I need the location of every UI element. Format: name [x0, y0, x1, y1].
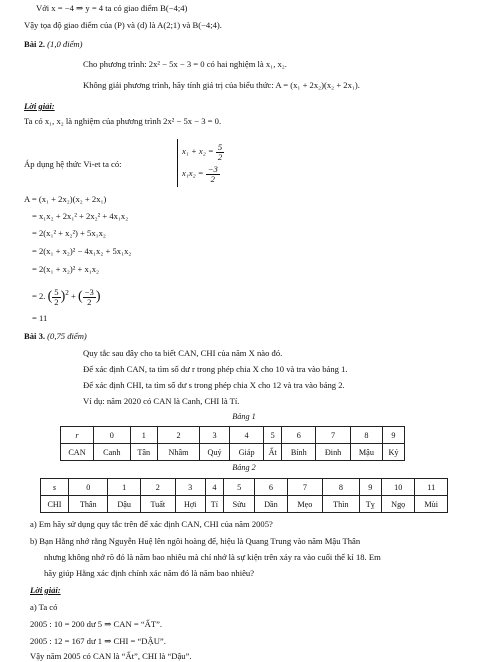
calc-line-2: = x₁x₂ + 2x₁² + 2x₂² + 4x₁x₂	[32, 211, 129, 221]
table1-cell: 4	[230, 427, 264, 444]
bai2-title: Bài 2.	[24, 39, 46, 49]
table-1	[60, 426, 405, 461]
table1-cell: Đinh	[316, 444, 351, 461]
table2-cell: 3	[175, 479, 205, 496]
table2-cell: Thìn	[323, 496, 359, 513]
calc-result: = 11	[32, 313, 48, 323]
table1-cell: Tân	[130, 444, 157, 461]
bai3-para-1: Quy tắc sau đây cho ta biết CAN, CHI của năm X nào đó.	[83, 348, 283, 358]
table1-cell: 8	[350, 427, 382, 444]
table2-cell: 10	[382, 479, 415, 496]
calc-line-6: = 2. ( $\frac{5}{2}$ )$^2$ + ( $\frac{-3}{2}$ )	[32, 287, 101, 307]
bai2-heading	[24, 40, 83, 50]
calc-fraction-2	[83, 288, 96, 306]
table1-cell: 5	[264, 427, 282, 444]
question-b-line-2: nhưng không nhớ rõ đó là năm bao nhiêu mà chỉ nhớ là sự kiện trên xảy ra vào cuối thế kỉ 18. Em	[44, 552, 381, 562]
table2-cell: 1	[108, 479, 140, 496]
bai3-solution-label: Lời giải:	[30, 585, 61, 595]
table2-cell: Thân	[69, 496, 108, 513]
table2-cell: 6	[255, 479, 287, 496]
table1-cell: Canh	[94, 444, 131, 461]
vieta-sum-fraction	[216, 143, 224, 161]
table1-cell: Mậu	[350, 444, 382, 461]
vieta-product-numerator: −3	[207, 164, 218, 174]
table2-cell: 0	[69, 479, 108, 496]
vieta-product-denominator: 2	[210, 173, 215, 184]
question-b-line-1: b) Bạn Hằng nhớ rằng Nguyễn Huệ lên ngôi hoàng đế, hiệu là Quang Trung vào năm Mậu Thân	[30, 536, 361, 546]
table-2	[40, 478, 448, 513]
table2-cell: 4	[205, 479, 223, 496]
table1-caption: Bảng 1	[232, 412, 256, 421]
system-brace	[177, 139, 178, 187]
intro-line-1: Với x = −4 ⇒ y = 4 ta có giao điểm B(−4;4)	[36, 3, 188, 13]
bai3-para-2: Để xác định CAN, ta tìm số dư r trong phép chia X cho 10 và tra vào bảng 1.	[83, 364, 348, 374]
bai2-points: (1,0 điểm)	[47, 39, 83, 49]
answer-a-label: a) Ta có	[30, 602, 58, 612]
table1-cell: Bính	[282, 444, 316, 461]
table2-cell: 7	[287, 479, 322, 496]
bai2-solution-label: Lời giải:	[24, 101, 55, 111]
calc-fraction-2-den: 2	[87, 296, 92, 307]
bai2-line-2: Không giải phương trình, hãy tính giá trị của biểu thức: A = (x₁ + 2x₂)(x₂ + 2x₁).	[83, 80, 360, 90]
answer-chi-calc: 2005 : 12 = 167 dư 1 ⇒ CHI = “DẬU”.	[30, 636, 166, 646]
bai3-heading	[24, 332, 87, 342]
table1-row-can	[61, 444, 405, 461]
table1-cell: CAN	[61, 444, 94, 461]
table2-cell: Sửu	[224, 496, 255, 513]
table1-cell: 0	[94, 427, 131, 444]
calc-fraction-2-num: −3	[84, 287, 94, 297]
table2-cell: 9	[359, 479, 381, 496]
table2-cell: s	[41, 479, 69, 496]
table2-cell: 5	[224, 479, 255, 496]
table2-cell: Mẹo	[287, 496, 322, 513]
calc-line-1: A = (x₁ + 2x₂)(x₂ + 2x₁)	[24, 194, 107, 204]
table1-cell: Nhâm	[158, 444, 200, 461]
table1-cell: Ất	[264, 444, 282, 461]
calc-fraction-1-num: 5	[54, 287, 59, 297]
bai2-solution-line: Ta có x₁, x₂ là nghiệm của phương trình 2x² − 5x − 3 = 0.	[24, 116, 222, 126]
table1-cell: 2	[158, 427, 200, 444]
bai3-para-4: Ví dụ: năm 2020 có CAN là Canh, CHI là Tí.	[83, 396, 240, 406]
table1-cell: 7	[316, 427, 351, 444]
calc-fraction-1-den: 2	[54, 296, 59, 307]
table2-cell: 11	[415, 479, 448, 496]
calc-fraction-1	[52, 288, 60, 306]
answer-conclusion: Vậy năm 2005 có CAN là “Ất”, CHI là “Dậu”.	[30, 651, 192, 661]
table2-cell: Mùi	[415, 496, 448, 513]
table2-cell: 2	[140, 479, 175, 496]
calc-line-3: = 2(x₁² + x₂²) + 5x₁x₂	[32, 228, 106, 238]
table1-cell: r	[61, 427, 94, 444]
vieta-intro: Áp dụng hệ thức Vi-et ta có:	[24, 159, 122, 169]
table1-cell: Giáp	[230, 444, 264, 461]
table1-cell: 3	[200, 427, 230, 444]
intro-line-2: Vậy tọa độ giao điểm của (P) và (d) là A(2;1) và B(−4;4).	[24, 20, 222, 30]
table2-cell: Dậu	[108, 496, 140, 513]
table2-cell: Tuất	[140, 496, 175, 513]
calc-line-5: = 2(x₁ + x₂)² + x₁x₂	[32, 264, 100, 274]
bai3-para-3: Để xác định CHI, ta tìm số dư s trong phép chia X cho 12 và tra vào bảng 2.	[83, 380, 345, 390]
bai3-title: Bài 3.	[24, 331, 46, 341]
table2-cell: Tí	[205, 496, 223, 513]
table2-cell: Dần	[255, 496, 287, 513]
vieta-product-fraction	[206, 165, 220, 183]
vieta-product-lhs: x₁x₂ =	[182, 168, 204, 179]
bai3-points: (0,75 điểm)	[47, 331, 87, 341]
question-b-line-3: hãy giúp Hằng xác định chính xác năm đó là năm bao nhiêu?	[44, 568, 255, 578]
calc-prefix: = 2.	[32, 291, 46, 302]
vieta-sum-numerator: 5	[217, 142, 223, 152]
table1-cell: Kỷ	[382, 444, 404, 461]
vieta-sum-lhs: x₁ + x₂ =	[182, 146, 214, 157]
table2-cell: 8	[323, 479, 359, 496]
bai2-line-1: Cho phương trình: 2x² − 5x − 3 = 0 có hai nghiệm là x₁, x₂.	[83, 59, 287, 69]
answer-can-calc: 2005 : 10 = 200 dư 5 ⇒ CAN = “ẤT”.	[30, 619, 163, 629]
table2-row-chi	[41, 496, 448, 513]
vieta-sum	[182, 143, 224, 161]
table2-cell: CHI	[41, 496, 69, 513]
vieta-sum-denominator: 2	[217, 151, 223, 162]
question-a: a) Em hãy sử dụng quy tắc trên để xác định CAN, CHI của năm 2005?	[30, 519, 273, 529]
vieta-product	[182, 165, 220, 183]
table1-row-r	[61, 427, 405, 444]
calc-line-4: = 2(x₁ + x₂)² − 4x₁x₂ + 5x₁x₂	[32, 246, 132, 256]
table1-cell: 9	[382, 427, 404, 444]
table2-cell: Hợi	[175, 496, 205, 513]
table1-cell: 1	[130, 427, 157, 444]
table2-caption: Bảng 2	[232, 463, 256, 472]
table2-row-s	[41, 479, 448, 496]
table1-cell: 6	[282, 427, 316, 444]
table1-cell: Quý	[200, 444, 230, 461]
table2-cell: Tỵ	[359, 496, 381, 513]
table2-cell: Ngọ	[382, 496, 415, 513]
